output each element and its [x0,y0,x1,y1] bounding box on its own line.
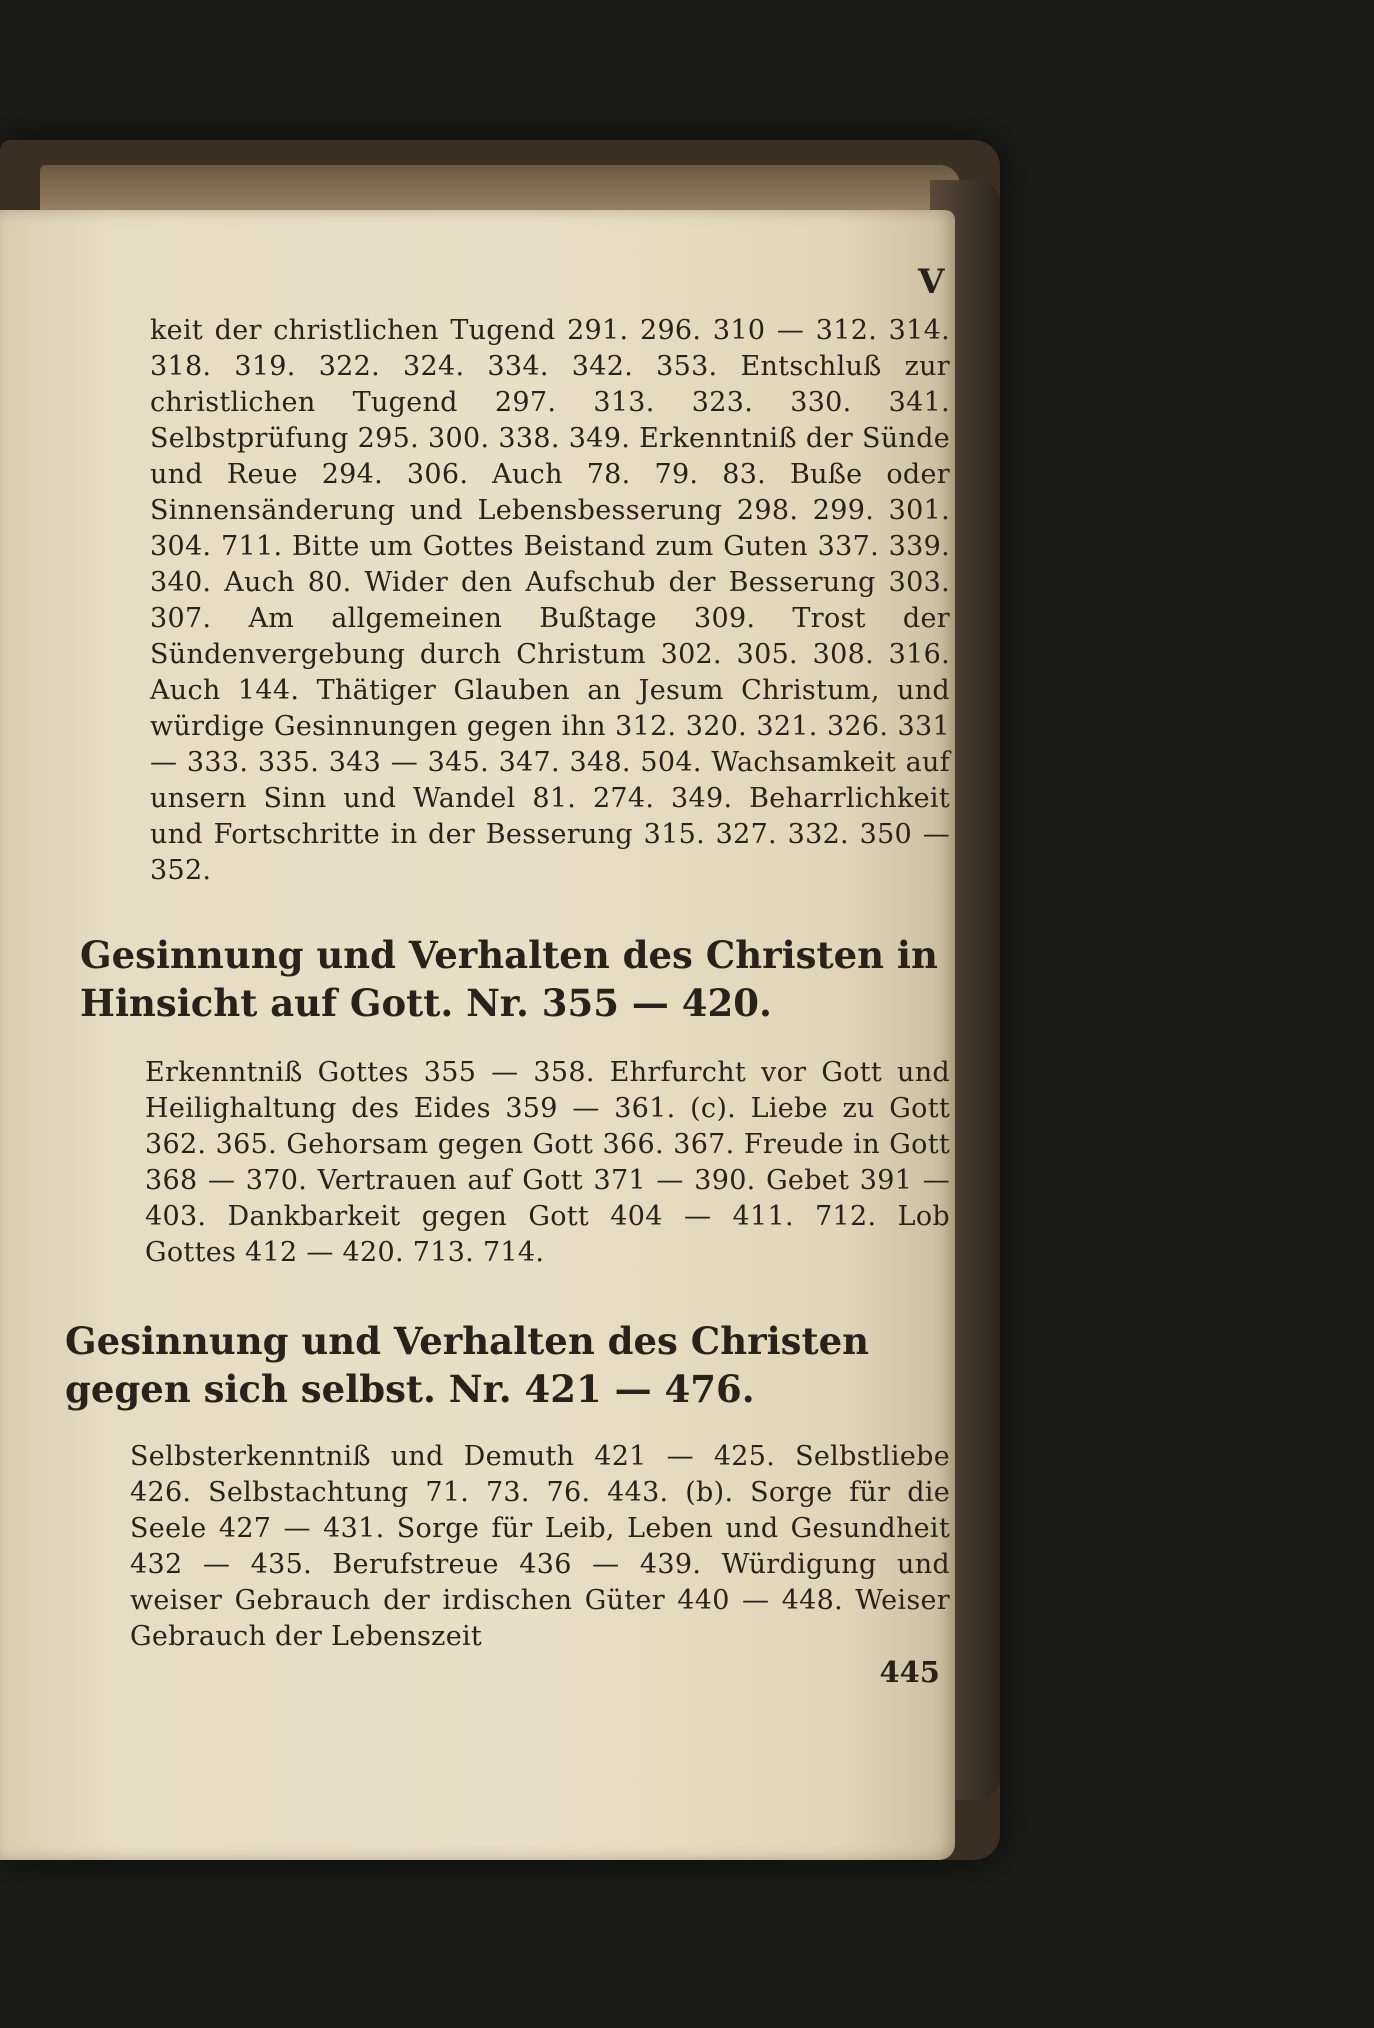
catchword-number: 445 [879,1655,940,1689]
page-marker: V [918,262,945,302]
section-heading-god: Gesinnung und Verhalten des Christen in Hinsicht auf Gott. Nr. 355 — 420. [80,933,938,1025]
index-paragraph-1: keit der christlichen Tugend 291. 296. 310 — 312. 314. 318. 319. 322. 324. 334. 342. 353. Entschluß zur christlichen Tugend 297. 313. 323. 330. 341. Selbstprüfung 295. 300. 338. 349. Erkenntniß der Sünde und Reue 294. 306. Auch 78. 79. 83. Buße oder Sinnensänderung und Lebensbesserung 298. 299. 301. 304. 711. Bitte um Gottes Beistand zum Guten 337. 339. 340. Auch 80. Wider den Aufschub der Besserung 303. 307. Am allgemeinen Bußtage 309. Trost der Sündenvergebung durch Christum 302. 305. 308. 316. Auch 144. Thätiger Glauben an Jesum Christum, und würdige Gesinnungen gegen ihn 312. 320. 321. 326. 331 — 333. 335. 343 — 345. 347. 348. 504. Wachsamkeit auf unsern Sinn und Wandel 81. 274. 349. Beharrlichkeit und Fortschritte in der Besserung 315. 327. 332. 350 — 352. [150,315,950,886]
book-top-edge [40,165,960,215]
index-paragraph-2: Erkenntniß Gottes 355 — 358. Ehrfurcht vor Gott und Heilighaltung des Eides 359 — 361. (c). Liebe zu Gott 362. 365. Gehorsam gegen Gott 366. 367. Freude in Gott 368 — 370. Vertrauen auf Gott 371 — 390. Gebet 391 — 403. Dankbarkeit gegen Gott 404 — 411. 712. Lob Gottes 412 — 420. 713. 714. [145,1057,950,1268]
index-paragraph-3: Selbsterkenntniß und Demuth 421 — 425. Selbstliebe 426. Selbstachtung 71. 73. 76. 443. (b). Sorge für die Seele 427 — 431. Sorge für Leib, Leben und Gesundheit 432 — 435. Berufstreue 436 — 439. Würdigung und weiser Gebrauch der irdischen Güter 440 — 448. Weiser Gebrauch der Lebenszeit [130,1441,950,1652]
section-heading-self: Gesinnung und Verhalten des Christen gegen sich selbst. Nr. 421 — 476. [65,1319,870,1411]
page-text [65,255,950,1689]
